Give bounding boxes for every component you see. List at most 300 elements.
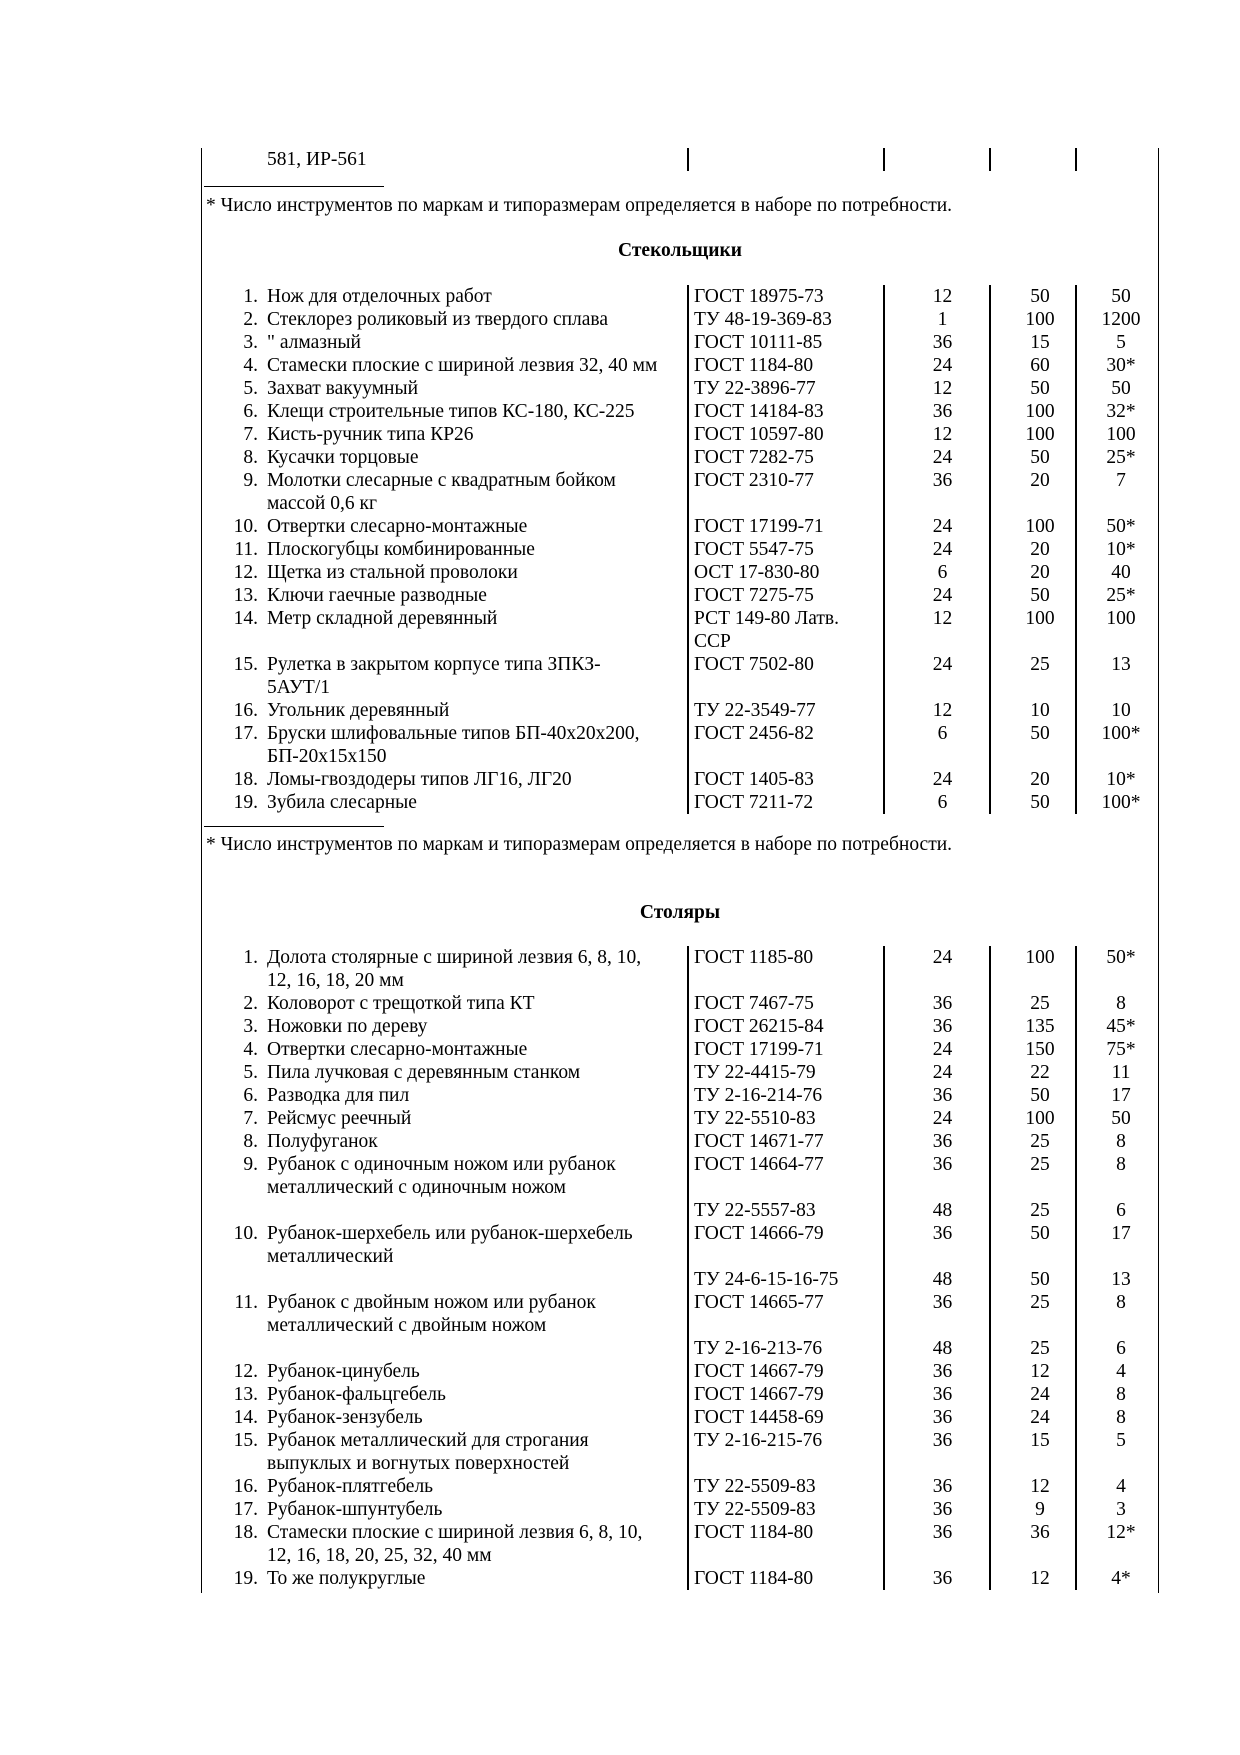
tool-name: Молотки слесарные с квадратным бойком: [267, 470, 616, 491]
value-v1: 12: [932, 378, 953, 399]
value-v1: 36: [932, 1430, 953, 1451]
value-v2: 135: [1025, 1016, 1055, 1037]
row-number: 12.: [233, 562, 258, 583]
value-v3: 8: [1116, 1131, 1126, 1152]
table-row: [0, 538, 1240, 561]
value-alt-v1: 48: [932, 1269, 953, 1290]
row-number: 5.: [243, 378, 258, 399]
value-v3: 45*: [1106, 1016, 1136, 1037]
value-v3: 100: [1106, 608, 1136, 629]
tool-name: Полуфуганок: [267, 1131, 378, 1152]
table-row: [0, 469, 1240, 492]
value-v3: 50*: [1106, 947, 1136, 968]
column-divider: [1075, 946, 1077, 1590]
table-row: [0, 653, 1240, 676]
standard-doc: ГОСТ 1184-80: [694, 1568, 814, 1589]
standard-doc: ГОСТ 14671-77: [694, 1131, 824, 1152]
table-row: [0, 1521, 1240, 1544]
row-number: 6.: [243, 1085, 258, 1106]
tool-name: Рубанок с одиночным ножом или рубанок: [267, 1154, 616, 1175]
row-number: 13.: [233, 585, 258, 606]
value-v2: 50: [1030, 792, 1050, 813]
value-v2: 20: [1030, 539, 1050, 560]
value-v3: 7: [1116, 470, 1126, 491]
standard-doc: ГОСТ 1405-83: [694, 769, 814, 790]
value-v2: 25: [1030, 1131, 1050, 1152]
column-divider: [883, 946, 885, 1590]
standard-doc: ТУ 2-16-214-76: [694, 1085, 823, 1106]
table-row-alternate: [0, 1199, 1240, 1222]
tool-name: Рубанок металлический для строгания: [267, 1430, 589, 1451]
value-v1: 24: [932, 1108, 953, 1129]
row-number: 11.: [234, 1292, 258, 1313]
value-v1: 36: [932, 401, 953, 422]
row-number: 10.: [233, 1223, 258, 1244]
value-v2: 100: [1025, 1108, 1055, 1129]
table-row: [0, 1360, 1240, 1383]
value-v1: 6: [937, 562, 948, 583]
row-number: 9.: [243, 470, 258, 491]
standard-doc: ОСТ 17-830-80: [694, 562, 820, 583]
value-v1: 36: [932, 1085, 953, 1106]
value-v3: 10*: [1106, 539, 1136, 560]
value-alt-v2: 25: [1030, 1200, 1050, 1221]
value-v3: 32*: [1106, 401, 1136, 422]
tool-name: Рулетка в закрытом корпусе типа ЗПКЗ-: [267, 654, 601, 675]
standard-doc: ГОСТ 2456-82: [694, 723, 814, 744]
table-row-continued: [0, 1544, 1240, 1567]
value-alt-v3: 13: [1111, 1269, 1131, 1290]
value-v2: 60: [1030, 355, 1050, 376]
value-v2: 25: [1030, 654, 1050, 675]
tool-name: Плоскогубцы комбинированные: [267, 539, 535, 560]
row-number: 14.: [233, 1407, 258, 1428]
tool-name: Отвертки слесарно-монтажные: [267, 516, 528, 537]
value-v2: 9: [1035, 1499, 1045, 1520]
value-v2: 100: [1025, 947, 1055, 968]
row-number: 5.: [243, 1062, 258, 1083]
table-row: [0, 423, 1240, 446]
table-row: [0, 354, 1240, 377]
value-v3: 4: [1116, 1361, 1126, 1382]
value-v1: 12: [932, 700, 953, 721]
tool-name: Ключи гаечные разводные: [267, 585, 487, 606]
standard-doc: ГОСТ 17199-71: [694, 516, 824, 537]
table-row: [0, 1222, 1240, 1245]
row-number: 7.: [243, 1108, 258, 1129]
row-number: 2.: [243, 309, 258, 330]
tool-name: Стеклорез роликовый из твердого сплава: [267, 309, 609, 330]
standard-doc: ГОСТ 10597-80: [694, 424, 824, 445]
table-row: [0, 699, 1240, 722]
standard-doc: ГОСТ 18975-73: [694, 286, 824, 307]
tool-name: Долота столярные с шириной лезвия 6, 8, 10,: [267, 947, 642, 968]
tool-name: Коловорот с трещоткой типа КТ: [267, 993, 535, 1014]
table-row: [0, 607, 1240, 630]
value-v3: 100*: [1101, 792, 1141, 813]
value-v2: 25: [1030, 1292, 1050, 1313]
tool-name: Щетка из стальной проволоки: [267, 562, 518, 583]
value-v3: 100: [1106, 424, 1136, 445]
value-v3: 1200: [1101, 309, 1141, 330]
standard-doc-alt: ТУ 24-6-15-16-75: [694, 1269, 839, 1290]
value-v2: 20: [1030, 562, 1050, 583]
table-row: [0, 722, 1240, 745]
value-v2: 20: [1030, 470, 1050, 491]
value-v3: 4*: [1111, 1568, 1131, 1589]
value-v1: 12: [932, 424, 953, 445]
value-v1: 36: [932, 1292, 953, 1313]
table-row: [0, 1567, 1240, 1590]
column-divider: [883, 285, 885, 814]
standard-doc: ГОСТ 7211-72: [694, 792, 814, 813]
tool-name-cont: 12, 16, 18, 20, 25, 32, 40 мм: [267, 1545, 492, 1566]
table-row: [0, 1015, 1240, 1038]
value-v2: 25: [1030, 993, 1050, 1014]
table-row: [0, 285, 1240, 308]
tool-name-cont: металлический с одиночным ножом: [267, 1177, 567, 1198]
value-v1: 36: [932, 1154, 953, 1175]
value-v3: 13: [1111, 654, 1131, 675]
tool-name: Ломы-гвоздодеры типов ЛГ16, ЛГ20: [267, 769, 572, 790]
tool-name: Рубанок-зензубель: [267, 1407, 423, 1428]
value-v1: 36: [932, 1223, 953, 1244]
value-v3: 25*: [1106, 585, 1136, 606]
footnote-rule: [204, 826, 384, 827]
row-number: 1.: [243, 286, 258, 307]
table-row: [0, 1038, 1240, 1061]
value-alt-v1: 48: [932, 1338, 953, 1359]
value-v2: 24: [1030, 1384, 1050, 1405]
value-v2: 100: [1025, 424, 1055, 445]
standard-doc: ГОСТ 17199-71: [694, 1039, 824, 1060]
value-v2: 50: [1030, 447, 1050, 468]
column-divider: [687, 946, 689, 1590]
standard-doc: ТУ 22-5509-83: [694, 1499, 816, 1520]
column-divider: [883, 148, 885, 171]
value-v1: 24: [932, 355, 953, 376]
tool-name: Рубанок-шпунтубель: [267, 1499, 443, 1520]
value-v1: 24: [932, 585, 953, 606]
table-row: [0, 446, 1240, 469]
tool-name: Рубанок с двойным ножом или рубанок: [267, 1292, 596, 1313]
value-v1: 36: [932, 1499, 953, 1520]
standard-doc-alt: ТУ 2-16-213-76: [694, 1338, 823, 1359]
value-v2: 15: [1030, 332, 1050, 353]
standard-doc: ГОСТ 2310-77: [694, 470, 814, 491]
footnote: * Число инструментов по маркам и типоразмерам определяется в наборе по потребности.: [206, 834, 953, 855]
value-alt-v2: 50: [1030, 1269, 1050, 1290]
row-number: 1.: [243, 947, 258, 968]
table-row: [0, 1291, 1240, 1314]
standard-doc-cont: ССР: [694, 631, 731, 652]
value-v3: 17: [1111, 1085, 1131, 1106]
row-number: 14.: [233, 608, 258, 629]
standard-doc: ГОСТ 14667-79: [694, 1361, 824, 1382]
tool-name: 581, ИР-561: [267, 149, 367, 170]
value-v2: 24: [1030, 1407, 1050, 1428]
value-v1: 12: [932, 608, 953, 629]
value-v1: 6: [937, 792, 948, 813]
row-number: 3.: [243, 1016, 258, 1037]
table-row: [0, 331, 1240, 354]
table-row: [0, 515, 1240, 538]
standard-doc: ГОСТ 14667-79: [694, 1384, 824, 1405]
value-v2: 20: [1030, 769, 1050, 790]
row-number: 12.: [233, 1361, 258, 1382]
tool-name: Отвертки слесарно-монтажные: [267, 1039, 528, 1060]
tool-name: Рубанок-фальцгебель: [267, 1384, 446, 1405]
standard-doc: ГОСТ 7502-80: [694, 654, 814, 675]
standard-doc: ГОСТ 14664-77: [694, 1154, 824, 1175]
value-v1: 36: [932, 1522, 953, 1543]
table-row: [0, 791, 1240, 814]
value-v1: 24: [932, 539, 953, 560]
row-number: 19.: [233, 1568, 258, 1589]
value-v2: 150: [1025, 1039, 1055, 1060]
row-number: 16.: [233, 1476, 258, 1497]
value-v2: 50: [1030, 378, 1050, 399]
standard-doc-alt: ТУ 22-5557-83: [694, 1200, 816, 1221]
standard-doc: ТУ 22-5510-83: [694, 1108, 816, 1129]
table-row: [0, 1475, 1240, 1498]
value-v1: 6: [937, 723, 948, 744]
value-v2: 36: [1030, 1522, 1050, 1543]
tool-name-cont: массой 0,6 кг: [267, 493, 377, 514]
standard-doc: ГОСТ 1184-80: [694, 1522, 814, 1543]
value-v1: 36: [932, 470, 953, 491]
standard-doc: ГОСТ 1185-80: [694, 947, 814, 968]
table-row: [0, 1153, 1240, 1176]
table-row-continued: [0, 969, 1240, 992]
tool-name: " алмазный: [267, 332, 361, 353]
value-v2: 100: [1025, 516, 1055, 537]
standard-doc: ГОСТ 10111-85: [694, 332, 823, 353]
value-v2: 12: [1030, 1476, 1050, 1497]
tool-name: Кусачки торцовые: [267, 447, 419, 468]
tool-name: Захват вакуумный: [267, 378, 419, 399]
footnote: * Число инструментов по маркам и типоразмерам определяется в наборе по потребности.: [206, 195, 953, 216]
tool-name: Кисть-ручник типа КР26: [267, 424, 474, 445]
column-divider: [687, 285, 689, 814]
standard-doc: ГОСТ 26215-84: [694, 1016, 824, 1037]
table-row: [0, 1429, 1240, 1452]
value-v1: 36: [932, 1384, 953, 1405]
table-row: [0, 584, 1240, 607]
tool-name: Рейсмус реечный: [267, 1108, 412, 1129]
row-number: 7.: [243, 424, 258, 445]
table-row: [0, 768, 1240, 791]
tool-name: Бруски шлифовальные типов БП-40х20х200,: [267, 723, 640, 744]
tool-name: Рубанок-шерхебель или рубанок-шерхебель: [267, 1223, 633, 1244]
value-v1: 36: [932, 1568, 953, 1589]
value-v1: 12: [932, 286, 953, 307]
table-row: [0, 377, 1240, 400]
value-v3: 11: [1111, 1062, 1131, 1083]
value-v3: 50: [1111, 378, 1131, 399]
table-row: [0, 1107, 1240, 1130]
value-alt-v2: 25: [1030, 1338, 1050, 1359]
table-row-continued: [0, 676, 1240, 699]
value-v1: 36: [932, 993, 953, 1014]
value-v2: 50: [1030, 723, 1050, 744]
value-v2: 50: [1030, 585, 1050, 606]
tool-name: То же полукруглые: [267, 1568, 426, 1589]
standard-doc: ГОСТ 7467-75: [694, 993, 814, 1014]
value-v2: 100: [1025, 309, 1055, 330]
row-number: 15.: [233, 654, 258, 675]
value-v3: 10*: [1106, 769, 1136, 790]
section-title: Столяры: [639, 902, 721, 923]
table-row: [0, 1061, 1240, 1084]
table-row-continued: [0, 492, 1240, 515]
table-row: [0, 561, 1240, 584]
value-v3: 10: [1111, 700, 1131, 721]
value-v3: 3: [1116, 1499, 1126, 1520]
column-divider: [989, 946, 991, 1590]
tool-name-cont: металлический: [267, 1246, 394, 1267]
value-v1: 24: [932, 769, 953, 790]
value-v1: 24: [932, 947, 953, 968]
tool-name: Клещи строительные типов КС-180, КС-225: [267, 401, 635, 422]
standard-doc: ТУ 22-3896-77: [694, 378, 816, 399]
value-v1: 24: [932, 516, 953, 537]
value-v2: 22: [1030, 1062, 1050, 1083]
table-row-continued: [0, 1452, 1240, 1475]
table-row: [0, 308, 1240, 331]
table-row: [0, 1406, 1240, 1429]
value-alt-v1: 48: [932, 1200, 953, 1221]
standard-doc: ГОСТ 14184-83: [694, 401, 824, 422]
tool-name-cont: 5АУТ/1: [267, 677, 331, 698]
standard-doc: ГОСТ 5547-75: [694, 539, 814, 560]
standard-doc: ТУ 22-5509-83: [694, 1476, 816, 1497]
value-v3: 75*: [1106, 1039, 1136, 1060]
row-number: 8.: [243, 447, 258, 468]
value-v1: 1: [937, 309, 948, 330]
standard-doc: ТУ 22-3549-77: [694, 700, 816, 721]
tool-name: Рубанок-плятгебель: [267, 1476, 434, 1497]
value-v3: 8: [1116, 1154, 1126, 1175]
tool-name-cont: БП-20х15х150: [267, 746, 387, 767]
value-v2: 25: [1030, 1154, 1050, 1175]
row-number: 4.: [243, 1039, 258, 1060]
tool-name-cont: металлический с двойным ножом: [267, 1315, 547, 1336]
column-divider: [1075, 285, 1077, 814]
value-v3: 5: [1116, 1430, 1126, 1451]
row-number: 18.: [233, 1522, 258, 1543]
column-divider: [1075, 148, 1077, 171]
table-row: [0, 400, 1240, 423]
table-row: [0, 1383, 1240, 1406]
table-row: [0, 1130, 1240, 1153]
row-number: 18.: [233, 769, 258, 790]
tool-name: Зубила слесарные: [267, 792, 417, 813]
value-v3: 4: [1116, 1476, 1126, 1497]
value-v3: 100*: [1101, 723, 1141, 744]
tool-name: Метр складной деревянный: [267, 608, 498, 629]
value-v1: 36: [932, 1131, 953, 1152]
value-v3: 50*: [1106, 516, 1136, 537]
table-row-continued: [0, 1314, 1240, 1337]
value-v1: 36: [932, 1361, 953, 1382]
standard-doc: РСТ 149-80 Латв.: [694, 608, 839, 629]
row-number: 15.: [233, 1430, 258, 1451]
row-number: 17.: [233, 723, 258, 744]
standard-doc: ТУ 22-4415-79: [694, 1062, 816, 1083]
row-number: 10.: [233, 516, 258, 537]
tool-name: Стамески плоские с шириной лезвия 32, 40 мм: [267, 355, 658, 376]
value-v2: 10: [1030, 700, 1050, 721]
column-divider: [687, 148, 689, 171]
value-v2: 50: [1030, 1223, 1050, 1244]
value-v1: 36: [932, 1016, 953, 1037]
table-row-alternate: [0, 1268, 1240, 1291]
value-v2: 12: [1030, 1568, 1050, 1589]
tool-name-cont: 12, 16, 18, 20 мм: [267, 970, 404, 991]
row-number: 4.: [243, 355, 258, 376]
value-v3: 50: [1111, 1108, 1131, 1129]
row-number: 11.: [234, 539, 258, 560]
table-row: [0, 992, 1240, 1015]
table-row: [0, 1084, 1240, 1107]
table-row: [0, 1498, 1240, 1521]
standard-doc: ГОСТ 7275-75: [694, 585, 814, 606]
value-v3: 5: [1116, 332, 1126, 353]
tool-name: Угольник деревянный: [267, 700, 450, 721]
tool-name: Рубанок-цинубель: [267, 1361, 420, 1382]
value-v3: 8: [1116, 1384, 1126, 1405]
value-v1: 24: [932, 1062, 953, 1083]
value-v3: 8: [1116, 993, 1126, 1014]
value-v2: 50: [1030, 286, 1050, 307]
table-row-alternate: [0, 1337, 1240, 1360]
section-title: Стекольщики: [618, 240, 742, 261]
column-divider: [989, 148, 991, 171]
tool-name: Пила лучковая с деревянным станком: [267, 1062, 581, 1083]
tool-name: Ножовки по дереву: [267, 1016, 428, 1037]
value-alt-v3: 6: [1116, 1338, 1126, 1359]
value-v3: 8: [1116, 1292, 1126, 1313]
value-v2: 15: [1030, 1430, 1050, 1451]
standard-doc: ГОСТ 14666-79: [694, 1223, 824, 1244]
row-number: 8.: [243, 1131, 258, 1152]
value-v3: 8: [1116, 1407, 1126, 1428]
row-number: 19.: [233, 792, 258, 813]
tool-name: Стамески плоские с шириной лезвия 6, 8, 10,: [267, 1522, 643, 1543]
standard-doc: ТУ 2-16-215-76: [694, 1430, 823, 1451]
row-number: 16.: [233, 700, 258, 721]
value-v1: 36: [932, 332, 953, 353]
value-v3: 17: [1111, 1223, 1131, 1244]
row-number: 3.: [243, 332, 258, 353]
value-v2: 100: [1025, 401, 1055, 422]
table-row-continued: [0, 630, 1240, 653]
row-number: 6.: [243, 401, 258, 422]
standard-doc: ТУ 48-19-369-83: [694, 309, 832, 330]
row-number: 2.: [243, 993, 258, 1014]
row-number: 13.: [233, 1384, 258, 1405]
tool-name-cont: выпуклых и вогнутых поверхностей: [267, 1453, 570, 1474]
value-v2: 50: [1030, 1085, 1050, 1106]
standard-doc: ГОСТ 14458-69: [694, 1407, 824, 1428]
footnote-rule: [204, 186, 384, 187]
tool-name: Нож для отделочных работ: [267, 286, 492, 307]
table-row-continued: [0, 1176, 1240, 1199]
value-v1: 36: [932, 1476, 953, 1497]
table-row-continued: [0, 745, 1240, 768]
standard-doc: ГОСТ 7282-75: [694, 447, 814, 468]
